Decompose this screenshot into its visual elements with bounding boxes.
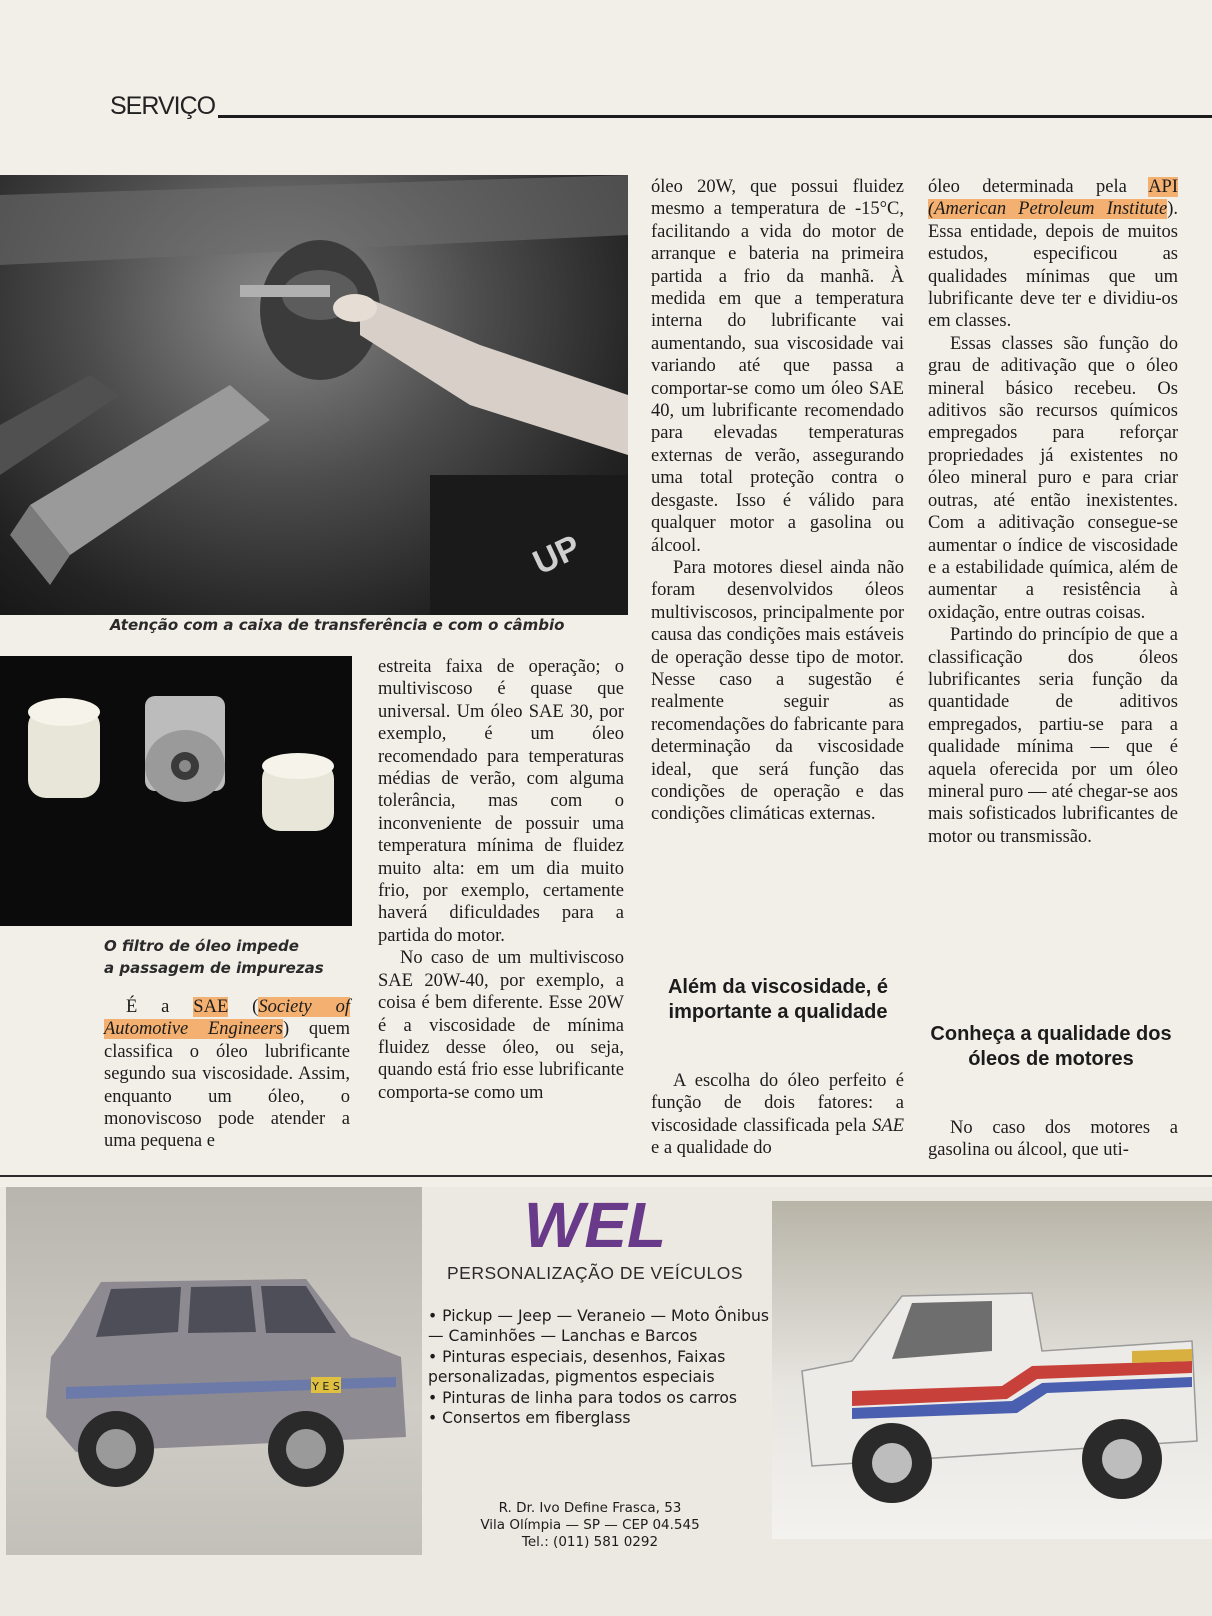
paragraph: É a SAE (Society of Automotive Engineers) quem classifica o óleo lubrificante segundo sua viscosidade. Assim, enquanto um óleo, o monoviscoso pode atender a uma pequena e <box>104 997 351 1152</box>
subheading: Além da viscosidade, é importante a qualidade <box>667 976 889 1023</box>
list-item: • Pickup — Jeep — Veraneio — Moto Ônibus — Caminhões — Lanchas e Barcos <box>428 1307 770 1346</box>
highlight: SAE <box>193 997 229 1017</box>
paragraph: estreita faixa de operação; o multiviscoso é quase que universal. Um óleo SAE 30, por exemplo, é um óleo recomendado para temperaturas médias de verão, com alguma tolerância, mas com o inconveniente de possuir uma temperatura mínima de fluidez muito alta: em um dia muito frio, por exemplo, certamente haverá dificuldades para a partida do motor. <box>378 657 624 946</box>
article-column <box>104 996 350 1153</box>
van-photo <box>6 1187 422 1555</box>
ad-tagline: PERSONALIZAÇÃO DE VEÍCULOS <box>447 1263 743 1283</box>
photo-caption: Atenção com a caixa de transferência e com o câmbio <box>110 616 565 634</box>
highlight: Society of Automotive Engineers <box>104 997 351 1040</box>
paragraph: No caso dos motores a gasolina ou álcool, que uti- <box>928 1118 1178 1161</box>
section-label: SERVIÇO <box>110 92 216 120</box>
highlight: API <box>1148 177 1178 197</box>
wel-logo <box>520 1189 670 1259</box>
paragraph: No caso de um multiviscoso SAE 20W-40, por exemplo, a coisa é bem diferente. Esse 20W é a viscosidade de mínima fluidez desse óleo, ou seja, quando está frio esse lubrificante comporta-se como um <box>378 948 624 1103</box>
license-plate: Y E S <box>312 1380 340 1393</box>
address-line: R. Dr. Ivo Define Frasca, 53 <box>498 1500 682 1516</box>
ad-services-list <box>428 1306 774 1428</box>
photo-caption <box>104 935 324 979</box>
article-column <box>928 1117 1178 1162</box>
paragraph: Para motores diesel ainda não foram desenvolvidos óleos multiviscosos, principalmente por causa das condições mais estáveis de operação desse tipo de motor. Nesse caso a sugestão é realmente seguir as recomendações do fabricante para determinação da viscosidade ideal, que será função das condições de operação e das condições climáticas externas. <box>651 557 904 825</box>
advertisement <box>0 1187 1212 1616</box>
address-line: Vila Olímpia — SP — CEP 04.545 <box>480 1517 700 1533</box>
phone-line: Tel.: (011) 581 0292 <box>521 1534 659 1550</box>
subheading: Conheça a qualidade dos óleos de motores <box>930 1023 1172 1070</box>
ad-divider <box>0 1175 1212 1177</box>
paragraph: óleo 20W, que possui fluidez mesmo a temperatura de -15°C, facilitando a vida do motor de arranque e bateria na primeira partida a frio da manhã. À medida em que a temperatura interna do lubrificante vai aumentando, sua viscosidade vai variando até que passa a comportar-se como um óleo SAE 40, um lubrificante recomendado para elevadas temperaturas externas de verão, assegurando uma total proteção contra o desgaste. Isso é válido para qualquer motor a gasolina ou álcool. <box>651 177 904 556</box>
pickup-photo <box>772 1201 1212 1539</box>
list-item: • Pinturas de linha para todos os carros <box>428 1388 738 1407</box>
header-rule <box>218 115 1212 118</box>
oil-filter-photo <box>0 656 352 926</box>
paragraph: A escolha do óleo perfeito é função de dois fatores: a viscosidade classificada pela SAE e a qualidade do <box>651 1071 904 1159</box>
paragraph: Essas classes são função do grau de aditivação que o óleo mineral básico recebeu. Os aditivos são recursos químicos empregados para reforçar propriedades já existentes no óleo mineral puro e para criar outras, até então inexistentes. Com a aditivação consegue-se aumentar o índice de viscosidade e a estabilidade química, além de aumentar a resistência à oxidação, entre outras coisas. <box>928 333 1178 623</box>
paragraph: Partindo do princípio de que a classificação dos óleos lubrificantes seria função da quantidade de aditivos empregados, partiu-se para a qualidade mínima — que é aquela oferecida por um óleo mineral puro — até chegar-se aos mais sofisticados lubrificantes de motor ou transmissão. <box>928 625 1178 847</box>
article-column <box>651 176 904 826</box>
caption-line: a passagem de impurezas <box>104 959 324 977</box>
highlight: ( <box>928 199 935 220</box>
caption-line: O filtro de óleo impede <box>104 937 299 955</box>
list-item: • Pinturas especiais, desenhos, Faixas personalizadas, pigmentos especiais <box>428 1347 726 1387</box>
article-column <box>928 176 1178 848</box>
paragraph: óleo determinada pela API (American Petroleum Institute). Essa entidade, depois de muitos estudos, especificou as qualidades mínimas que um lubrificante deve ter e dividiu-os em classes. <box>928 177 1178 332</box>
article-column <box>651 1070 904 1160</box>
highlight: American Petroleum Institute <box>934 199 1168 220</box>
ad-address <box>440 1500 740 1551</box>
logo-text: WEL <box>523 1189 667 1259</box>
transmission-photo <box>0 175 628 615</box>
article-column <box>378 656 624 1104</box>
list-item: • Consertos em fiberglass <box>428 1409 631 1428</box>
svg-text:UP: UP <box>527 527 587 583</box>
